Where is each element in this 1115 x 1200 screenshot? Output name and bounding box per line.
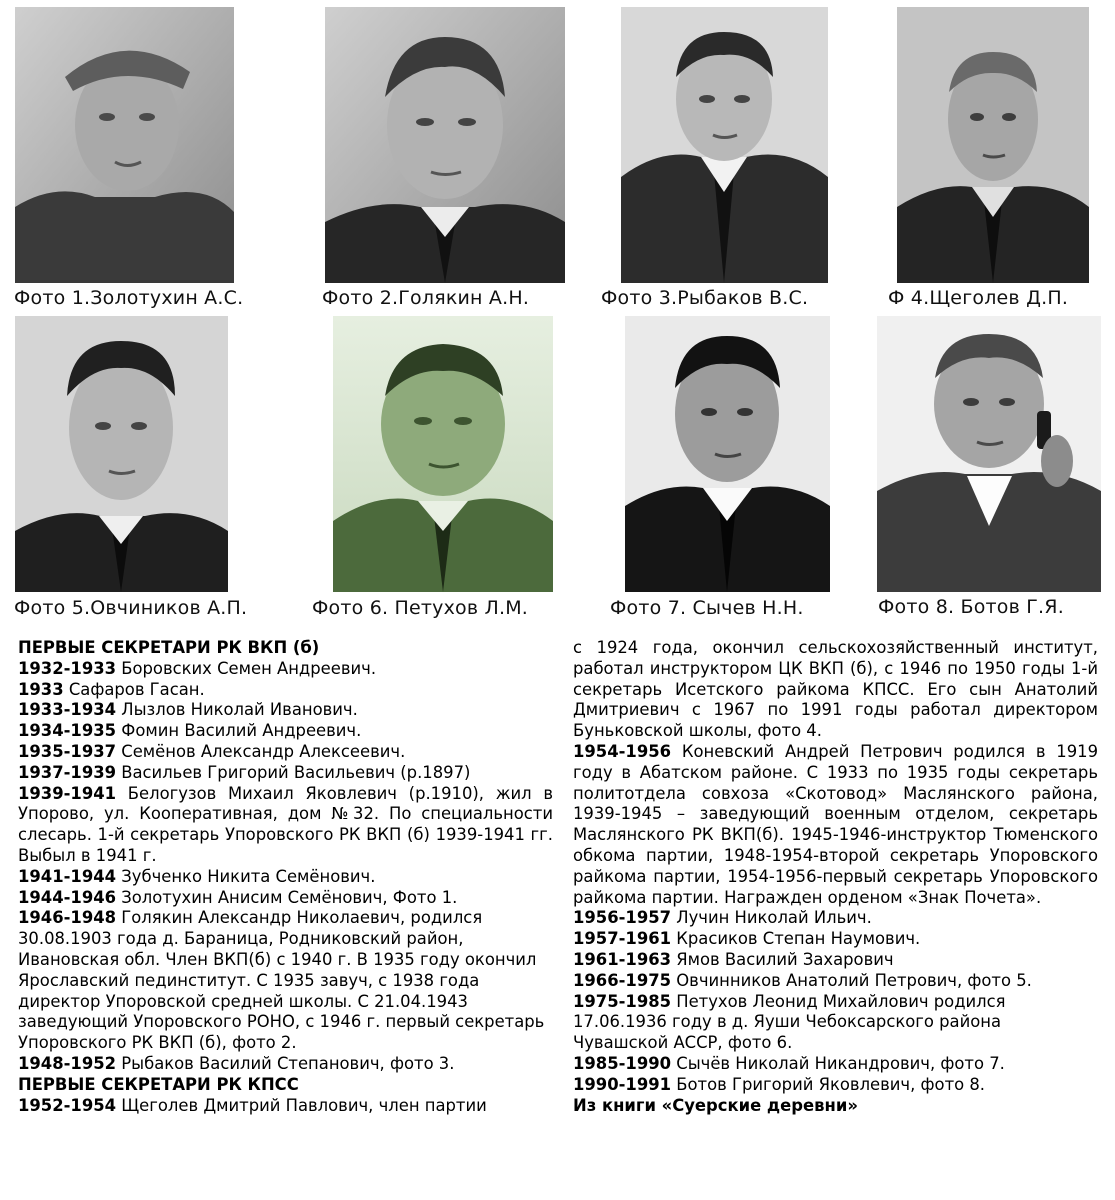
list-item: 1933 Сафаров Гасан. <box>18 679 205 699</box>
list-item: 1937-1939 Васильев Григорий Васильевич (р.1897) <box>18 762 471 782</box>
photo-caption: Фото 3.Рыбаков В.С. <box>601 287 809 309</box>
photo-caption: Ф 4.Щеголев Д.П. <box>888 287 1069 309</box>
list-item: 1966-1975 Овчинников Анатолий Петрович, фото 5. <box>573 970 1032 990</box>
photo-caption: Фото 6. Петухов Л.М. <box>312 597 529 619</box>
photo-4 <box>897 7 1089 283</box>
photo-1 <box>15 7 234 283</box>
photo-caption: Фото 7. Сычев Н.Н. <box>610 597 804 619</box>
list-item: 1939-1941 Белогузов Михаил Яковлевич (р.1910), жил в Упорово, ул. Кооперативная, дом №32. По специальности слесарь. 1-й секретарь Упоровского РК ВКП (б) 1939-1941 гг. Выбыл в 1941 г. <box>18 783 553 865</box>
photo-8 <box>877 316 1101 592</box>
photo-caption: Фото 1.Золотухин А.С. <box>14 287 244 309</box>
list-item: 1944-1946 Золотухин Анисим Семёнович, Фото 1. <box>18 887 458 907</box>
right-column <box>573 638 1098 1116</box>
list-item: 1933-1934 Лызлов Николай Иванович. <box>18 700 358 720</box>
source-note: Из книги «Суерские деревни» <box>573 1095 858 1115</box>
list-item: 1957-1961 Красиков Степан Наумович. <box>573 929 921 949</box>
photo-2 <box>325 7 565 283</box>
photo-6 <box>333 316 553 592</box>
photo-caption: Фото 5.Овчиников А.П. <box>14 597 248 619</box>
list-item: 1932-1933 Боровских Семен Андреевич. <box>18 658 377 678</box>
list-item: 1934-1935 Фомин Василий Андреевич. <box>18 721 362 741</box>
portrait-icon <box>333 316 553 592</box>
list-item: 1946-1948 Голякин Александр Николаевич, родился 30.08.1903 года д. Бараница, Родниковский район, Ивановская обл. Член ВКП(б) с 1940 г. В 1935 году окончил Ярославский пединститут. С 1935 завуч, с 1938 года директор Упоровской средней школы. С 21.04.1943 заведующий Упоровского РОНО, с 1946 г. первый секретарь Упоровского РК ВКП (б), фото 2. <box>18 908 545 1053</box>
list-item: 1985-1990 Сычёв Николай Никандрович, фото 7. <box>573 1053 1005 1073</box>
section-heading: ПЕРВЫЕ СЕКРЕТАРИ РК ВКП (б) <box>18 638 320 657</box>
photo-caption: Фото 2.Голякин А.Н. <box>322 287 530 309</box>
portrait-icon <box>621 7 828 283</box>
paragraph: с 1924 года, окончил сельскохозяйственный институт, работал инструктором ЦК ВКП (б), с 1946 по 1950 годы 1-й секретарь Исетского райкома КПСС. Его сын Анатолий Дмитриевич с 1967 по 1991 годы работал директором Буньковской школы, фото 4. <box>573 638 1098 741</box>
portrait-icon <box>15 316 228 592</box>
left-column <box>18 638 553 1116</box>
portrait-phone-icon <box>877 316 1101 592</box>
portrait-icon <box>325 7 565 283</box>
list-item: 1948-1952 Рыбаков Василий Степанович, фото 3. <box>18 1053 455 1073</box>
portrait-icon <box>625 316 830 592</box>
list-item: 1935-1937 Семёнов Александр Алексеевич. <box>18 741 406 761</box>
photo-5 <box>15 316 228 592</box>
portrait-icon <box>897 7 1089 283</box>
list-item: 1956-1957 Лучин Николай Ильич. <box>573 908 872 928</box>
list-item: 1990-1991 Ботов Григорий Яковлевич, фото 8. <box>573 1074 986 1094</box>
photo-3 <box>621 7 828 283</box>
list-item: 1952-1954 Щеголев Дмитрий Павлович, член партии <box>18 1095 487 1115</box>
portrait-cap-icon <box>15 7 234 283</box>
photo-7 <box>625 316 830 592</box>
list-item: 1975-1985 Петухов Леонид Михайлович родился 17.06.1936 году в д. Яуши Чебоксарского района Чувашской АССР, фото 6. <box>573 991 1006 1053</box>
list-item: 1941-1944 Зубченко Никита Семёнович. <box>18 866 376 886</box>
section-heading: ПЕРВЫЕ СЕКРЕТАРИ РК КПСС <box>18 1074 299 1094</box>
list-item: 1961-1963 Ямов Василий Захарович <box>573 949 894 969</box>
list-item: 1954-1956 Коневский Андрей Петрович родился в 1919 году в Абатском районе. С 1933 по 1935 годы секретарь политотдела совхоза «Скотовод» Маслянского района, 1939-1945 – заведующий военным отделом, секретарь Маслянского РК ВКП(б). 1945-1946-инструктор Тюменского обкома партии, 1948-1954-второй секретарь Упоровского райкома партии, 1954-1956-первый секретарь Упоровского райкома партии. Награжден орденом «Знак Почета». <box>573 741 1098 907</box>
photo-caption: Фото 8. Ботов Г.Я. <box>878 596 1064 618</box>
